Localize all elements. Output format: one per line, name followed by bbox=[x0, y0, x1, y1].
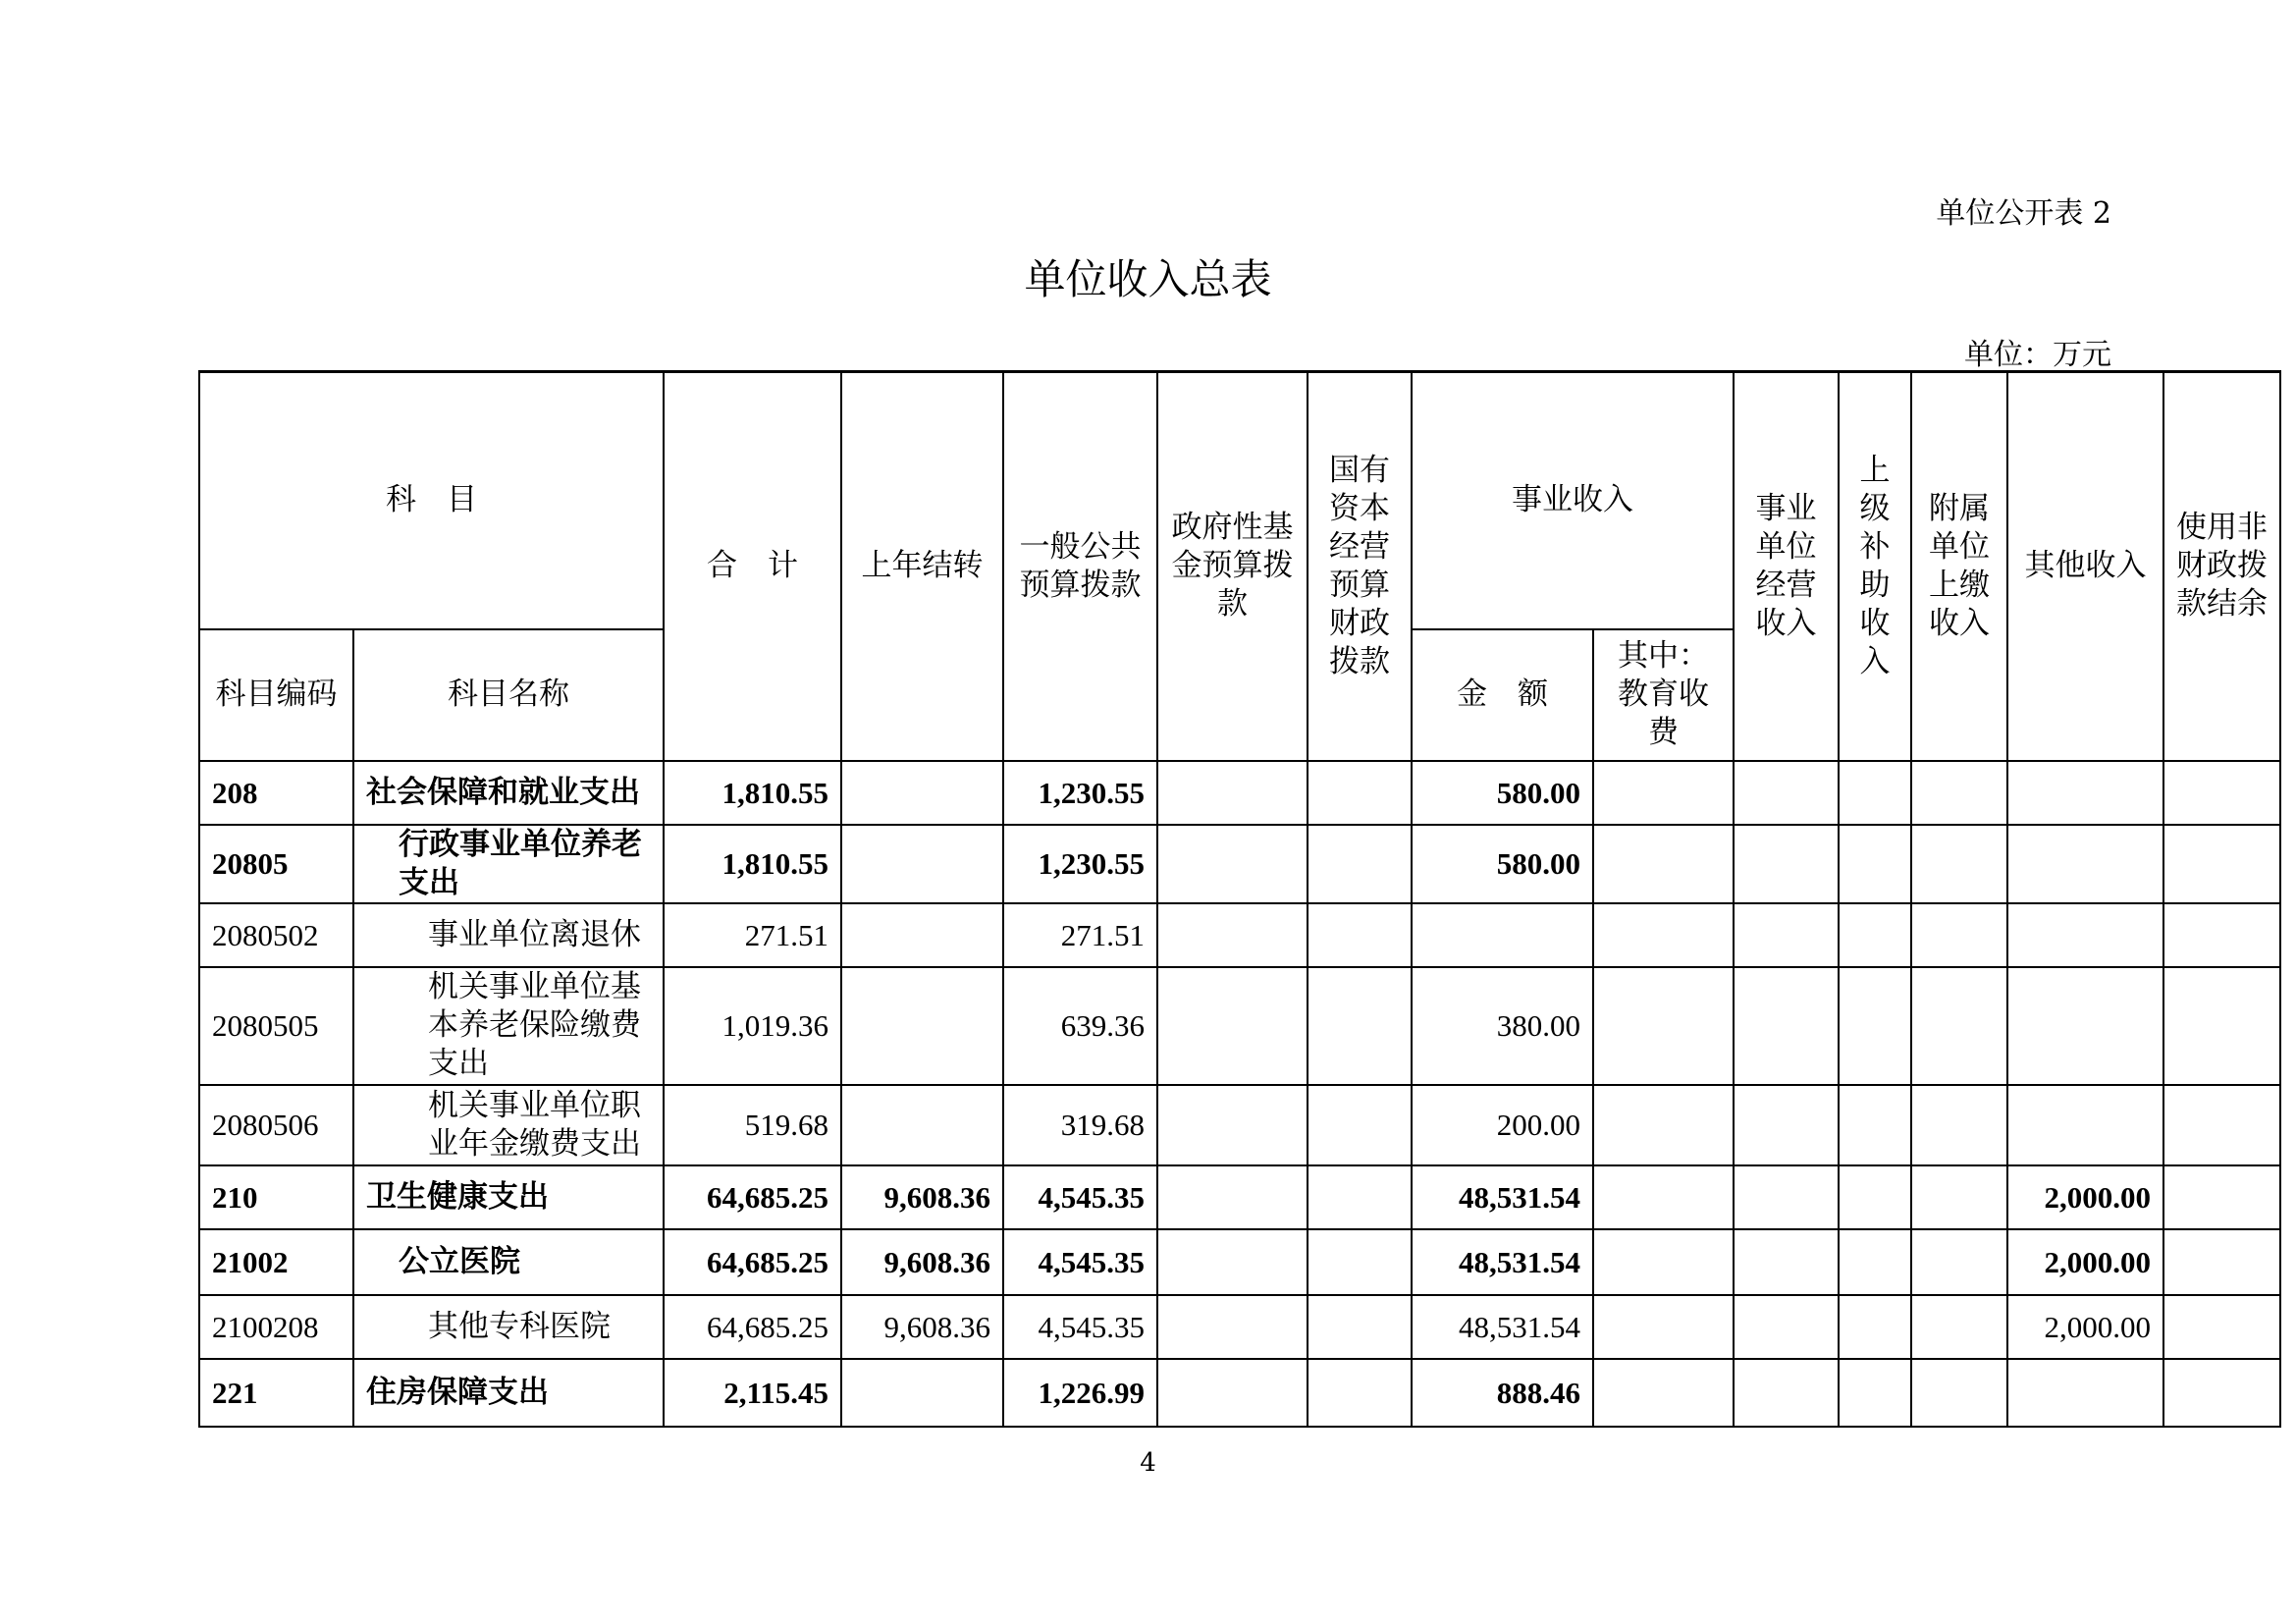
row-general: 639.36 bbox=[1003, 967, 1157, 1085]
col-superior-subsidy: 上级补助收入 bbox=[1839, 372, 1911, 761]
row-other bbox=[2007, 761, 2163, 825]
row-general: 271.51 bbox=[1003, 903, 1157, 967]
row-total: 271.51 bbox=[664, 903, 841, 967]
row-code: 20805 bbox=[199, 825, 353, 903]
row-operating bbox=[1734, 1295, 1839, 1359]
page-number: 4 bbox=[1140, 1448, 1156, 1478]
row-business: 48,531.54 bbox=[1412, 1295, 1593, 1359]
row-code: 21002 bbox=[199, 1229, 353, 1295]
col-gov-fund: 政府性基金预算拨款 bbox=[1157, 372, 1308, 761]
col-general-budget: 一般公共预算拨款 bbox=[1003, 372, 1157, 761]
row-edu bbox=[1593, 967, 1734, 1085]
col-subject: 科 目 bbox=[199, 372, 664, 629]
row-operating bbox=[1734, 1085, 1839, 1165]
col-subject-code: 科目编码 bbox=[199, 629, 353, 761]
row-name: 事业单位离退休 bbox=[353, 903, 664, 967]
row-balance bbox=[2163, 1085, 2280, 1165]
row-edu bbox=[1593, 1359, 1734, 1427]
row-code: 210 bbox=[199, 1165, 353, 1229]
row-total: 64,685.25 bbox=[664, 1229, 841, 1295]
row-name: 机关事业单位职业年金缴费支出 bbox=[353, 1085, 664, 1165]
row-general: 4,545.35 bbox=[1003, 1165, 1157, 1229]
row-fund bbox=[1157, 1085, 1308, 1165]
row-general: 4,545.35 bbox=[1003, 1229, 1157, 1295]
row-fund bbox=[1157, 1359, 1308, 1427]
row-balance bbox=[2163, 1295, 2280, 1359]
table-row bbox=[199, 825, 2280, 903]
row-fund bbox=[1157, 1165, 1308, 1229]
row-business: 48,531.54 bbox=[1412, 1229, 1593, 1295]
row-business: 580.00 bbox=[1412, 761, 1593, 825]
row-other bbox=[2007, 1359, 2163, 1427]
row-balance bbox=[2163, 761, 2280, 825]
col-total: 合 计 bbox=[664, 372, 841, 761]
row-total: 2,115.45 bbox=[664, 1359, 841, 1427]
row-name: 其他专科医院 bbox=[353, 1295, 664, 1359]
row-subsidy bbox=[1839, 1085, 1911, 1165]
row-name: 住房保障支出 bbox=[353, 1359, 664, 1427]
row-fund bbox=[1157, 825, 1308, 903]
row-carryover: 9,608.36 bbox=[841, 1295, 1003, 1359]
row-balance bbox=[2163, 825, 2280, 903]
row-total: 64,685.25 bbox=[664, 1295, 841, 1359]
row-name: 公立医院 bbox=[353, 1229, 664, 1295]
unit-label: 单位：万元 bbox=[1964, 338, 2111, 372]
col-non-fiscal-balance: 使用非财政拨款结余 bbox=[2163, 372, 2280, 761]
row-business: 580.00 bbox=[1412, 825, 1593, 903]
row-affiliated bbox=[1911, 903, 2007, 967]
row-total: 64,685.25 bbox=[664, 1165, 841, 1229]
row-operating bbox=[1734, 761, 1839, 825]
row-fund bbox=[1157, 761, 1308, 825]
row-code: 208 bbox=[199, 761, 353, 825]
table-id-label: 单位公开表 2 bbox=[1936, 196, 2111, 231]
row-carryover: 9,608.36 bbox=[841, 1229, 1003, 1295]
header-row-1 bbox=[199, 372, 2280, 629]
row-fund bbox=[1157, 1229, 1308, 1295]
row-name: 卫生健康支出 bbox=[353, 1165, 664, 1229]
row-general: 1,226.99 bbox=[1003, 1359, 1157, 1427]
row-carryover bbox=[841, 761, 1003, 825]
row-edu bbox=[1593, 1165, 1734, 1229]
row-affiliated bbox=[1911, 967, 2007, 1085]
row-other bbox=[2007, 1085, 2163, 1165]
row-capital bbox=[1308, 825, 1412, 903]
row-capital bbox=[1308, 1359, 1412, 1427]
row-code: 2080502 bbox=[199, 903, 353, 967]
row-edu bbox=[1593, 761, 1734, 825]
row-general: 1,230.55 bbox=[1003, 825, 1157, 903]
row-subsidy bbox=[1839, 1359, 1911, 1427]
row-code: 2080506 bbox=[199, 1085, 353, 1165]
table-row bbox=[199, 903, 2280, 967]
table-row bbox=[199, 1229, 2280, 1295]
row-operating bbox=[1734, 825, 1839, 903]
row-other: 2,000.00 bbox=[2007, 1165, 2163, 1229]
row-balance bbox=[2163, 1165, 2280, 1229]
row-carryover bbox=[841, 967, 1003, 1085]
col-carryover: 上年结转 bbox=[841, 372, 1003, 761]
row-carryover bbox=[841, 1085, 1003, 1165]
row-business: 888.46 bbox=[1412, 1359, 1593, 1427]
row-business: 380.00 bbox=[1412, 967, 1593, 1085]
row-operating bbox=[1734, 1165, 1839, 1229]
row-carryover bbox=[841, 903, 1003, 967]
row-affiliated bbox=[1911, 1229, 2007, 1295]
table-row bbox=[199, 761, 2280, 825]
row-balance bbox=[2163, 1229, 2280, 1295]
row-total: 1,810.55 bbox=[664, 825, 841, 903]
row-affiliated bbox=[1911, 1359, 2007, 1427]
row-fund bbox=[1157, 967, 1308, 1085]
row-general: 319.68 bbox=[1003, 1085, 1157, 1165]
row-business bbox=[1412, 903, 1593, 967]
row-other: 2,000.00 bbox=[2007, 1229, 2163, 1295]
col-affiliated: 附属单位上缴收入 bbox=[1911, 372, 2007, 761]
table-row bbox=[199, 1359, 2280, 1427]
income-summary-table bbox=[198, 370, 2281, 1428]
row-carryover bbox=[841, 1359, 1003, 1427]
row-subsidy bbox=[1839, 761, 1911, 825]
row-affiliated bbox=[1911, 1165, 2007, 1229]
row-other bbox=[2007, 903, 2163, 967]
row-subsidy bbox=[1839, 1229, 1911, 1295]
row-edu bbox=[1593, 1229, 1734, 1295]
col-amount: 金 额 bbox=[1412, 629, 1593, 761]
col-state-capital: 国有资本经营预算财政拨款 bbox=[1308, 372, 1412, 761]
row-edu bbox=[1593, 1295, 1734, 1359]
col-education-fee: 其中：教育收费 bbox=[1593, 629, 1734, 761]
row-fund bbox=[1157, 1295, 1308, 1359]
row-affiliated bbox=[1911, 1295, 2007, 1359]
col-subject-name: 科目名称 bbox=[353, 629, 664, 761]
row-total: 1,810.55 bbox=[664, 761, 841, 825]
row-capital bbox=[1308, 1165, 1412, 1229]
row-capital bbox=[1308, 967, 1412, 1085]
row-affiliated bbox=[1911, 1085, 2007, 1165]
row-capital bbox=[1308, 1295, 1412, 1359]
row-name: 行政事业单位养老支出 bbox=[353, 825, 664, 903]
row-other: 2,000.00 bbox=[2007, 1295, 2163, 1359]
table-row bbox=[199, 1085, 2280, 1165]
row-edu bbox=[1593, 825, 1734, 903]
table-row bbox=[199, 1165, 2280, 1229]
row-other bbox=[2007, 825, 2163, 903]
row-carryover bbox=[841, 825, 1003, 903]
col-business-income: 事业收入 bbox=[1412, 372, 1734, 629]
row-edu bbox=[1593, 903, 1734, 967]
col-unit-operating: 事业单位经营收入 bbox=[1734, 372, 1839, 761]
row-name: 社会保障和就业支出 bbox=[353, 761, 664, 825]
row-subsidy bbox=[1839, 903, 1911, 967]
row-total: 1,019.36 bbox=[664, 967, 841, 1085]
row-balance bbox=[2163, 1359, 2280, 1427]
row-subsidy bbox=[1839, 967, 1911, 1085]
row-capital bbox=[1308, 903, 1412, 967]
row-affiliated bbox=[1911, 761, 2007, 825]
row-fund bbox=[1157, 903, 1308, 967]
row-other bbox=[2007, 967, 2163, 1085]
table-row bbox=[199, 967, 2280, 1085]
row-carryover: 9,608.36 bbox=[841, 1165, 1003, 1229]
row-code: 2100208 bbox=[199, 1295, 353, 1359]
col-other-income: 其他收入 bbox=[2007, 372, 2163, 761]
row-name: 机关事业单位基本养老保险缴费支出 bbox=[353, 967, 664, 1085]
table-row bbox=[199, 1295, 2280, 1359]
row-business: 48,531.54 bbox=[1412, 1165, 1593, 1229]
row-business: 200.00 bbox=[1412, 1085, 1593, 1165]
row-operating bbox=[1734, 1359, 1839, 1427]
row-operating bbox=[1734, 967, 1839, 1085]
row-affiliated bbox=[1911, 825, 2007, 903]
row-subsidy bbox=[1839, 1165, 1911, 1229]
row-general: 4,545.35 bbox=[1003, 1295, 1157, 1359]
row-capital bbox=[1308, 1085, 1412, 1165]
row-code: 221 bbox=[199, 1359, 353, 1427]
row-operating bbox=[1734, 1229, 1839, 1295]
row-capital bbox=[1308, 1229, 1412, 1295]
row-edu bbox=[1593, 1085, 1734, 1165]
row-subsidy bbox=[1839, 1295, 1911, 1359]
row-code: 2080505 bbox=[199, 967, 353, 1085]
row-total: 519.68 bbox=[664, 1085, 841, 1165]
row-capital bbox=[1308, 761, 1412, 825]
row-operating bbox=[1734, 903, 1839, 967]
row-subsidy bbox=[1839, 825, 1911, 903]
page-title: 单位收入总表 bbox=[1024, 255, 1272, 303]
row-general: 1,230.55 bbox=[1003, 761, 1157, 825]
row-balance bbox=[2163, 967, 2280, 1085]
row-balance bbox=[2163, 903, 2280, 967]
